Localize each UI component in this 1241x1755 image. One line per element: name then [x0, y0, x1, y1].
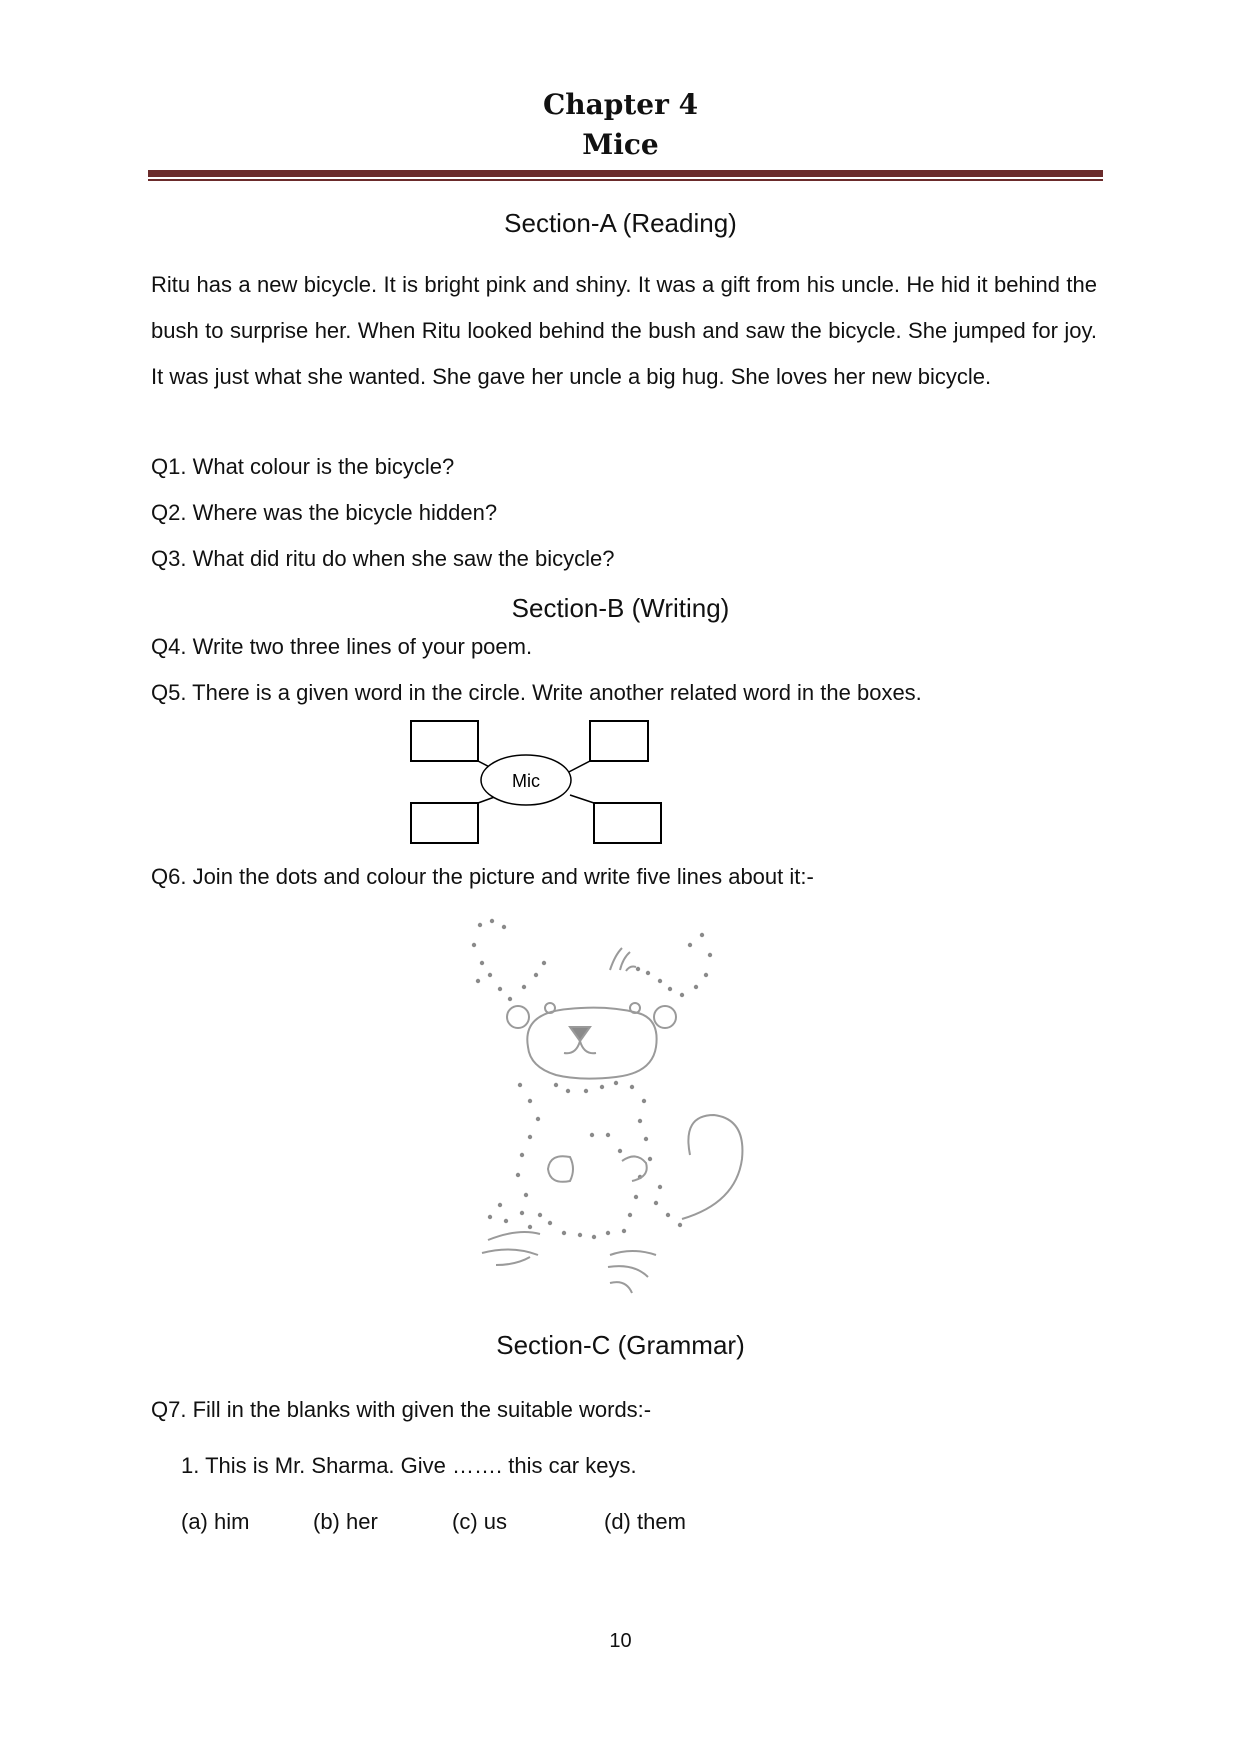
picture-dot: [688, 943, 692, 947]
picture-dot: [566, 1089, 570, 1093]
picture-dot: [708, 953, 712, 957]
picture-dot: [600, 1085, 604, 1089]
section-b-heading: Section-B (Writing): [511, 593, 730, 623]
picture-dot: [658, 979, 662, 983]
picture-dot: [534, 973, 538, 977]
picture-dot: [472, 943, 476, 947]
picture-dot: [638, 1119, 642, 1123]
question-7: Q7. Fill in the blanks with given the suitable words:-: [151, 1397, 652, 1422]
page-number: 10: [609, 1630, 632, 1652]
picture-dot: [508, 997, 512, 1001]
grammar-item-1: 1. This is Mr. Sharma. Give ……. this car keys.: [181, 1453, 637, 1478]
picture-dot: [622, 1229, 626, 1233]
picture-dot: [578, 1233, 582, 1237]
picture-dot: [478, 923, 482, 927]
picture-dot: [634, 1195, 638, 1199]
picture-dot: [518, 1083, 522, 1087]
picture-dot: [590, 1133, 594, 1137]
word-box-bottom-left: [411, 803, 478, 843]
word-box-bottom-right: [594, 803, 661, 843]
picture-dot: [618, 1149, 622, 1153]
picture-dot: [648, 1157, 652, 1161]
section-a-heading: Section-A (Reading): [504, 208, 737, 238]
picture-dot: [520, 1211, 524, 1215]
picture-dot: [476, 979, 480, 983]
picture-dot: [668, 987, 672, 991]
picture-dot: [522, 985, 526, 989]
title-rule-thick: [148, 170, 1103, 177]
picture-dot: [644, 1137, 648, 1141]
picture-dot: [646, 971, 650, 975]
picture-dot: [548, 1221, 552, 1225]
picture-dot: [498, 987, 502, 991]
picture-dot: [704, 973, 708, 977]
dot-to-dot-mouse-picture: [460, 915, 780, 1310]
reading-passage: Ritu has a new bicycle. It is bright pink and shiny. It was a gift from his uncle. He hid it behind the bush to surprise her. When Ritu looked behind the bush and saw the bicycle. She jumped for joy. It was just what she wanted. She gave her uncle a big hug. She loves her new bicycle.: [151, 272, 1097, 389]
picture-dot: [498, 1203, 502, 1207]
picture-dot: [680, 993, 684, 997]
picture-dot: [554, 1083, 558, 1087]
picture-dot: [480, 961, 484, 965]
picture-dot: [636, 967, 640, 971]
picture-dot: [562, 1231, 566, 1235]
picture-dot: [700, 933, 704, 937]
option-a: (a) him: [181, 1509, 250, 1534]
section-c-heading: Section-C (Grammar): [496, 1330, 745, 1360]
question-5: Q5. There is a given word in the circle. Write another related word in the boxes.: [151, 680, 922, 705]
picture-dot: [542, 961, 546, 965]
picture-dot: [628, 1213, 632, 1217]
picture-dot: [528, 1135, 532, 1139]
question-2: Q2. Where was the bicycle hidden?: [151, 500, 498, 525]
word-box-top-left: [411, 721, 478, 761]
question-1: Q1. What colour is the bicycle?: [151, 454, 455, 479]
picture-dot: [488, 973, 492, 977]
option-d: (d) them: [604, 1509, 686, 1534]
picture-dot: [654, 1201, 658, 1205]
picture-dot: [694, 985, 698, 989]
option-c: (c) us: [452, 1509, 507, 1534]
picture-dot: [642, 1099, 646, 1103]
picture-dot: [490, 919, 494, 923]
picture-dot: [614, 1081, 618, 1085]
picture-dot: [524, 1193, 528, 1197]
picture-dot: [584, 1089, 588, 1093]
question-6: Q6. Join the dots and colour the picture and write five lines about it:-: [151, 864, 814, 889]
word-box-top-right: [590, 721, 648, 761]
picture-dot: [536, 1117, 540, 1121]
picture-dot: [502, 925, 506, 929]
picture-dot: [528, 1225, 532, 1229]
picture-dot: [630, 1085, 634, 1089]
chapter-title: Mice: [582, 128, 659, 161]
picture-dot: [538, 1213, 542, 1217]
picture-dot: [504, 1219, 508, 1223]
picture-dot: [516, 1173, 520, 1177]
question-3: Q3. What did ritu do when she saw the bicycle?: [151, 546, 615, 571]
question-4: Q4. Write two three lines of your poem.: [151, 634, 533, 659]
picture-dot: [592, 1235, 596, 1239]
picture-dot: [666, 1213, 670, 1217]
picture-dot: [488, 1215, 492, 1219]
picture-dot: [606, 1133, 610, 1137]
chapter-heading: Chapter 4: [542, 88, 699, 121]
picture-dot: [606, 1231, 610, 1235]
picture-dot: [678, 1223, 682, 1227]
picture-dot: [520, 1153, 524, 1157]
word-web-diagram: [400, 715, 690, 855]
picture-dot: [658, 1185, 662, 1189]
word-web-center-word: Mic: [512, 771, 540, 791]
title-rule-thin: [148, 179, 1103, 181]
option-b: (b) her: [313, 1509, 378, 1534]
picture-dot: [528, 1099, 532, 1103]
